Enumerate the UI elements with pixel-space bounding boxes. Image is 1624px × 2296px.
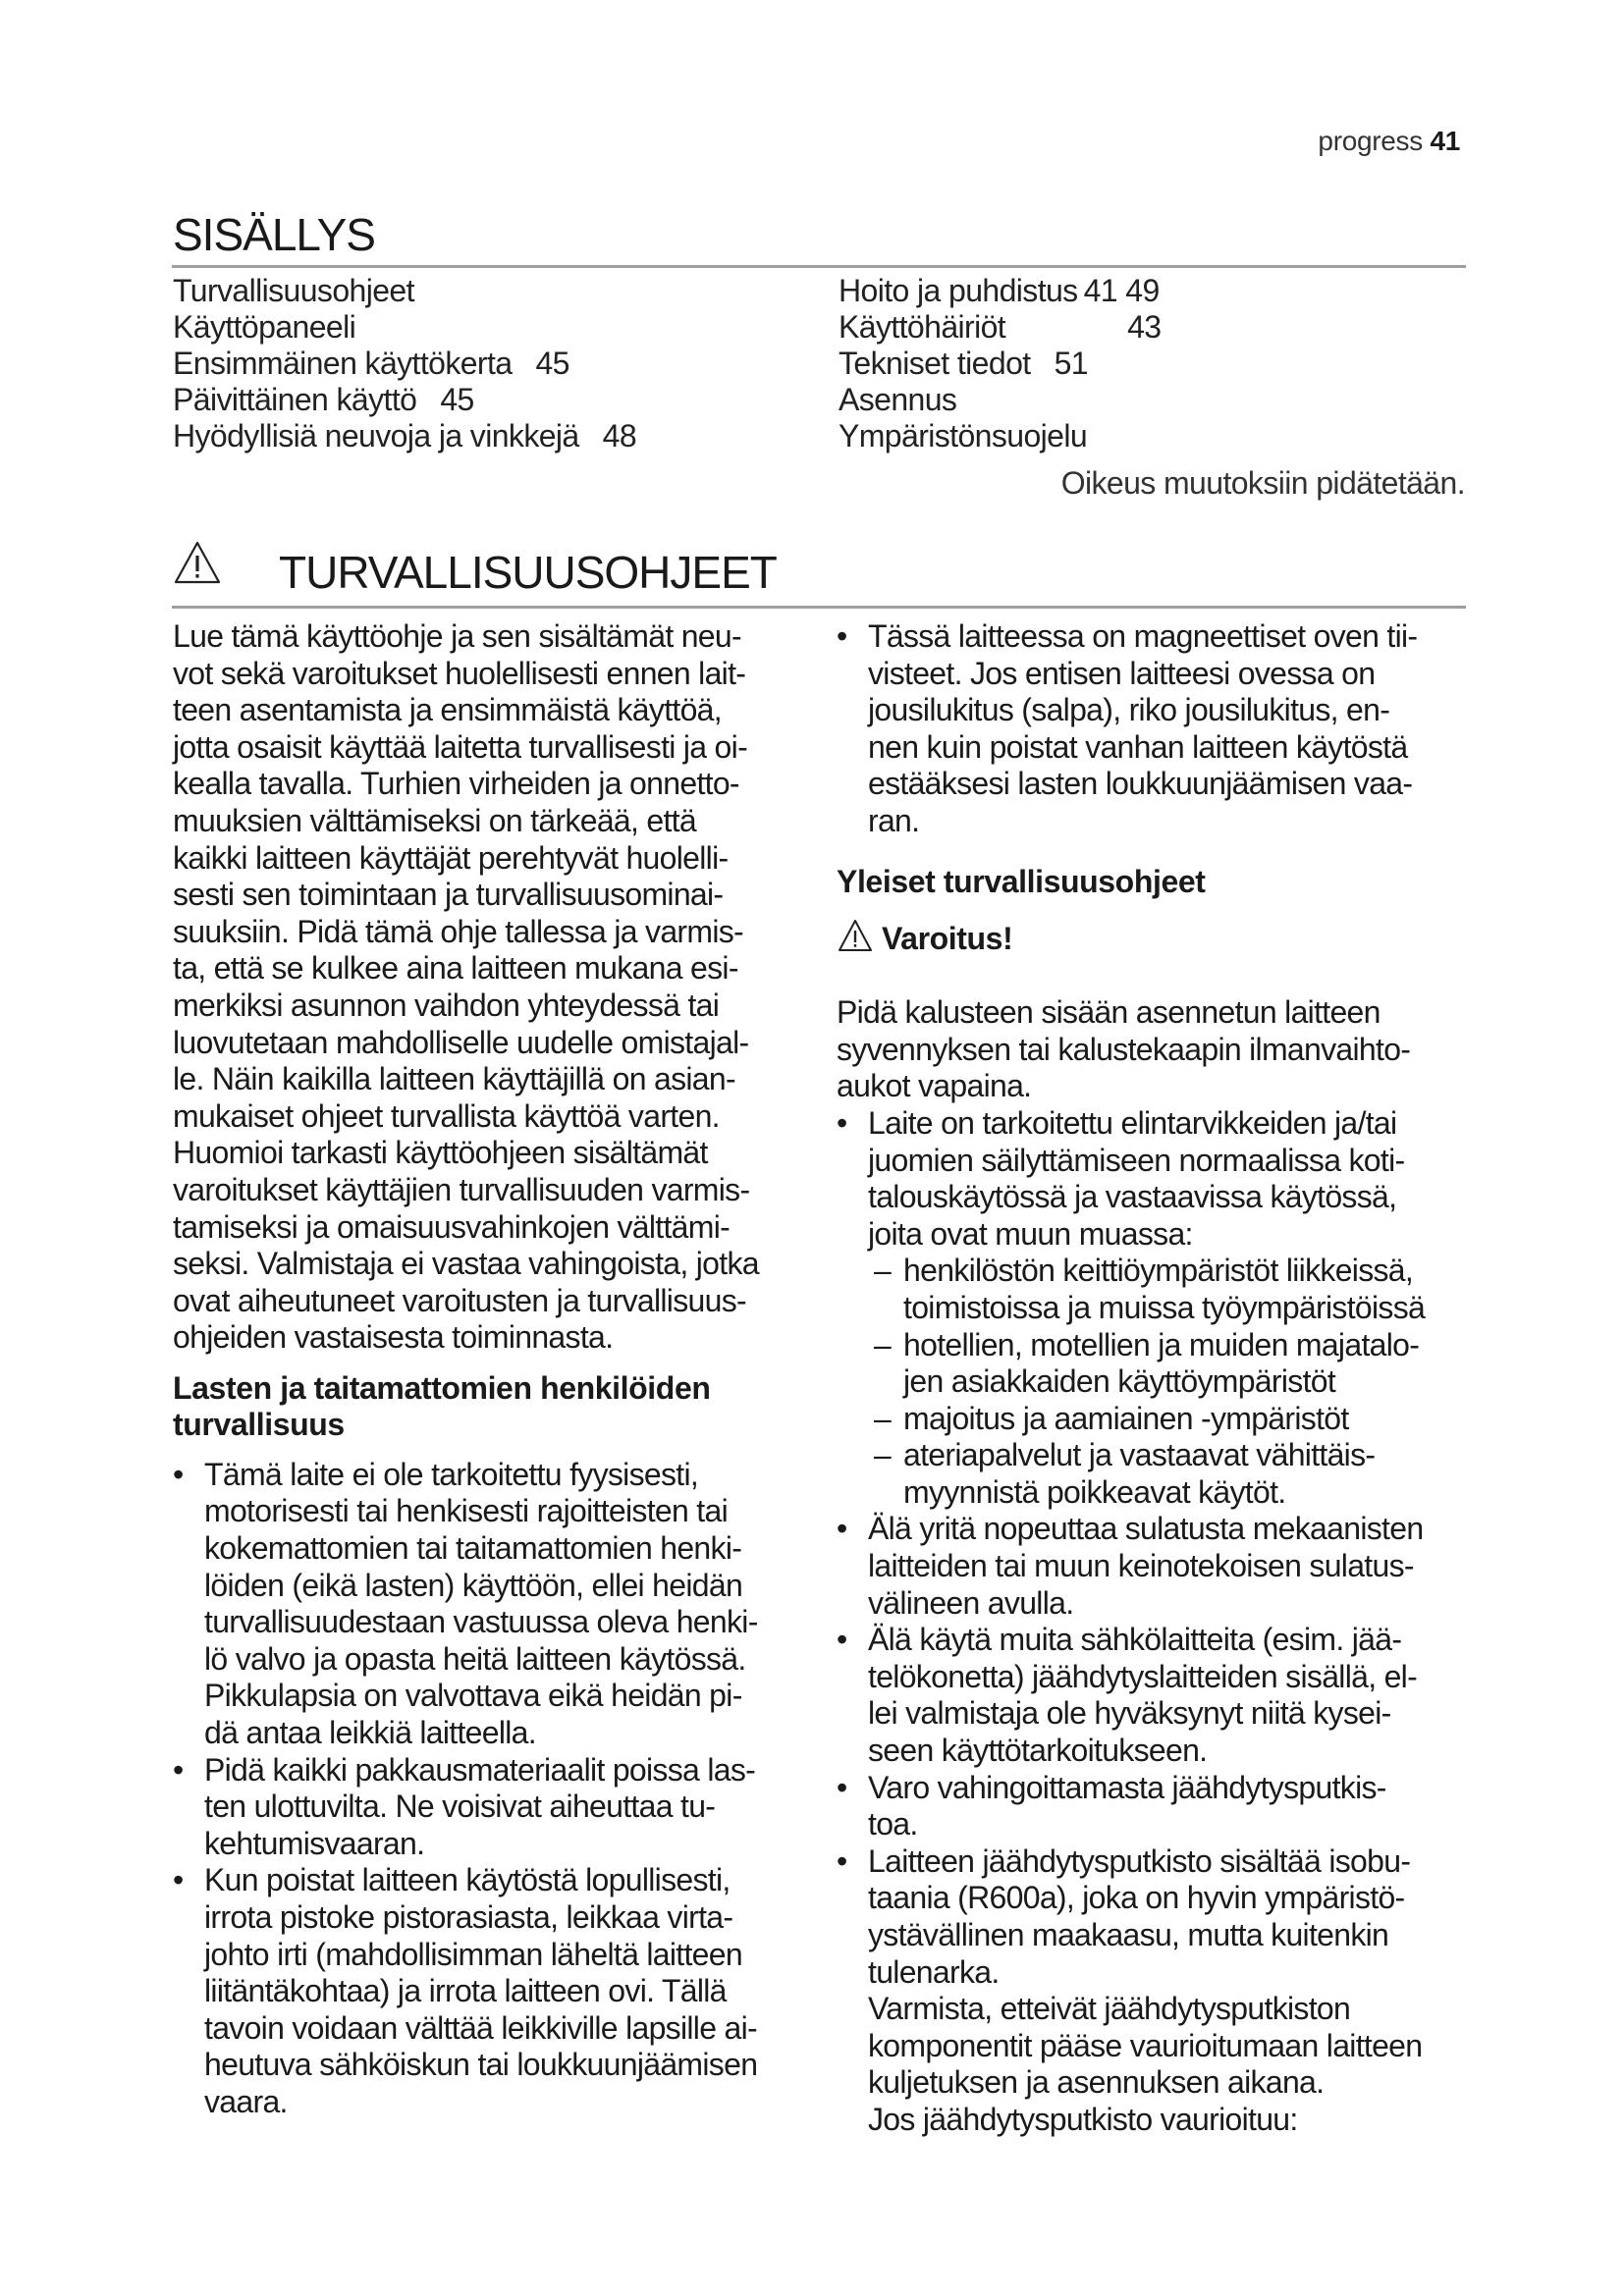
list-item: • Varo vahingoittamasta jäähdytysputkis- toa. <box>837 1770 1465 1843</box>
safety-left-column <box>173 618 801 2121</box>
rights-note: Oikeus muutoksiin pidätetään. <box>1060 465 1465 501</box>
sub-list-item: – henkilöstön keittiöympäristöt liikkeissä, toimistoissa ja muissa työympäristöissä <box>837 1253 1465 1326</box>
list-item: • Pidä kaikki pakkausmateriaalit poissa las- ten ulottuvilta. Ne voisivat aiheuttaa tu- kehtumisvaaran. <box>173 1752 801 1863</box>
toc-entry[interactable]: Hoito ja puhdistus 41 49 <box>839 273 1160 308</box>
list-item: • Tässä laitteessa on magneettiset oven tii- visteet. Jos entisen laitteesi ovessa on jousilukitus (salpa), riko jousilukitus, en- nen kuin poistat vanhan laitteen käytöstä estääksesi lasten loukkuunjäämisen vaa- ran. <box>837 618 1465 840</box>
page-number: 41 <box>1430 126 1460 156</box>
toc-entry[interactable]: Käyttöpaneeli <box>173 309 356 345</box>
general-safety-heading: Yleiset turvallisuusohjeet <box>837 863 1206 899</box>
toc-entry[interactable]: Asennus <box>839 382 957 417</box>
ventilation-paragraph: Pidä kalusteen sisään asennetun laitteen syvennyksen tai kalustekaapin ilmanvaihto- aukot vapaina. <box>837 994 1411 1104</box>
child-safety-heading: Lasten ja taitamattomien henkilöiden turvallisuus <box>173 1369 711 1442</box>
brand-name: progress <box>1318 126 1423 156</box>
page-header <box>1318 126 1460 157</box>
list-item: • Kun poistat laitteen käytöstä lopullisesti, irrota pistoke pistorasiasta, leikkaa virta- johto irti (mahdollisimman läheltä laitteen liitäntäkohtaa) ja irrota laitteen ovi. Tällä tavoin voidaan välttää leikkiville lapsille ai- heutuva sähköiskun tai loukkuunjäämisen vaara. <box>173 1862 801 2120</box>
toc-entry[interactable]: Hyödyllisiä neuvoja ja vinkkejä 48 <box>173 418 637 454</box>
toc-rule <box>172 265 1466 268</box>
warning-icon <box>837 918 882 962</box>
intro-paragraph: Lue tämä käyttöohje ja sen sisältämät neu- vot sekä varoitukset huolellisesti ennen lait- teen asentamista ja ensimmäistä käyttöä, jotta osaisit käyttää laitetta turvallisesti ja oi- kealla tavalla. Turhien virheiden ja onnetto- muuksien välttämiseksi on tärkeää, että kaikki laitteen käyttäjät perehtyvät huolelli- sesti sen toimintaan ja turvallisuusominai- suuksiin. Pidä tämä ohje tallessa ja varmis- ta, että se kulkee aina laitteen mukana esi- merkiksi asunnon vaihdon yhteydessä tai luovutetaan mahdolliselle uudelle omistajal- le. Näin kaikilla laitteen käyttäjillä on asian- mukaiset ohjeet turvallista käyttöä varten. Huomioi tarkasti käyttöohjeen sisältämät varoitukset käyttäjien turvallisuuden varmis- tamiseksi ja omaisuusvahinkojen välttämi- seksi. Valmistaja ei vastaa vahingoista, jotka ovat aiheutuneet varoitusten ja turvallisuus- ohjeiden vastaisesta toiminnasta. <box>173 618 759 1356</box>
safety-rule <box>172 606 1466 609</box>
warning-label: Varoitus! <box>882 921 1013 957</box>
toc-entry[interactable]: Päivittäinen käyttö 45 <box>173 382 474 417</box>
toc-entry[interactable]: Käyttöhäiriöt 43 <box>839 309 1162 345</box>
toc-right-column <box>839 273 1161 454</box>
list-item: • Tämä laite ei ole tarkoitettu fyysisesti, motorisesti tai henkisesti rajoitteisten tai kokemattomien tai taitamattomien henki- löiden (eikä lasten) käyttöön, ellei heidän turvallisuudestaan vastuussa oleva henki- lö valvo ja opasta heitä laitteen käytössä. Pikkulapsia on valvottava eikä heidän pi- dä antaa leikkiä laitteella. <box>173 1457 801 1752</box>
toc-title: SISÄLLYS <box>173 209 375 260</box>
list-item: • Älä yritä nopeuttaa sulatusta mekaanisten laitteiden tai muun keinotekoisen sulatus- välineen avulla. <box>837 1511 1465 1622</box>
toc-entry[interactable]: Ympäristönsuojelu <box>839 418 1088 454</box>
toc-entry[interactable]: Tekniset tiedot 51 <box>839 346 1088 381</box>
sub-list-item: – majoitus ja aamiainen -ympäristöt <box>837 1401 1465 1438</box>
list-item: • Laitteen jäähdytysputkisto sisältää isobu- taania (R600a), joka on hyvin ympäristö- ystävällinen maakaasu, mutta kuitenkin tulenarka. <box>837 1843 1465 1991</box>
list-item: • Älä käytä muita sähkölaitteita (esim. jää- telökonetta) jäähdytyslaitteiden sisällä, el- lei valmistaja ole hyväksynyt niitä kysei- seen käyttötarkoitukseen. <box>837 1622 1465 1769</box>
toc-entry[interactable]: Turvallisuusohjeet <box>173 273 414 308</box>
safety-right-column <box>837 618 1465 2139</box>
refrigerant-note: Varmista, etteivät jäähdytysputkiston komponentit pääse vaurioitumaan laitteen kuljetuksen ja asennuksen aikana. Jos jäähdytysputkisto vaurioituu: <box>868 1991 1423 2137</box>
sub-list-item: – hotellien, motellien ja muiden majatalo- jen asiakkaiden käyttöympäristöt <box>837 1327 1465 1401</box>
toc-left-column <box>173 273 636 454</box>
sub-list-item: – ateriapalvelut ja vastaavat vähittäis- myynnistä poikkeavat käytöt. <box>837 1437 1465 1511</box>
list-item: • Laite on tarkoitettu elintarvikkeiden ja/tai juomien säilyttämiseen normaalissa koti- talouskäytössä ja vastaavissa käytössä, joita ovat muun muassa: <box>837 1105 1465 1253</box>
warning-triangle-icon <box>173 540 222 590</box>
warning-callout <box>837 918 1465 962</box>
safety-title: TURVALLISUUSOHJEET <box>279 547 777 598</box>
toc-entry[interactable]: Ensimmäinen käyttökerta 45 <box>173 346 569 381</box>
